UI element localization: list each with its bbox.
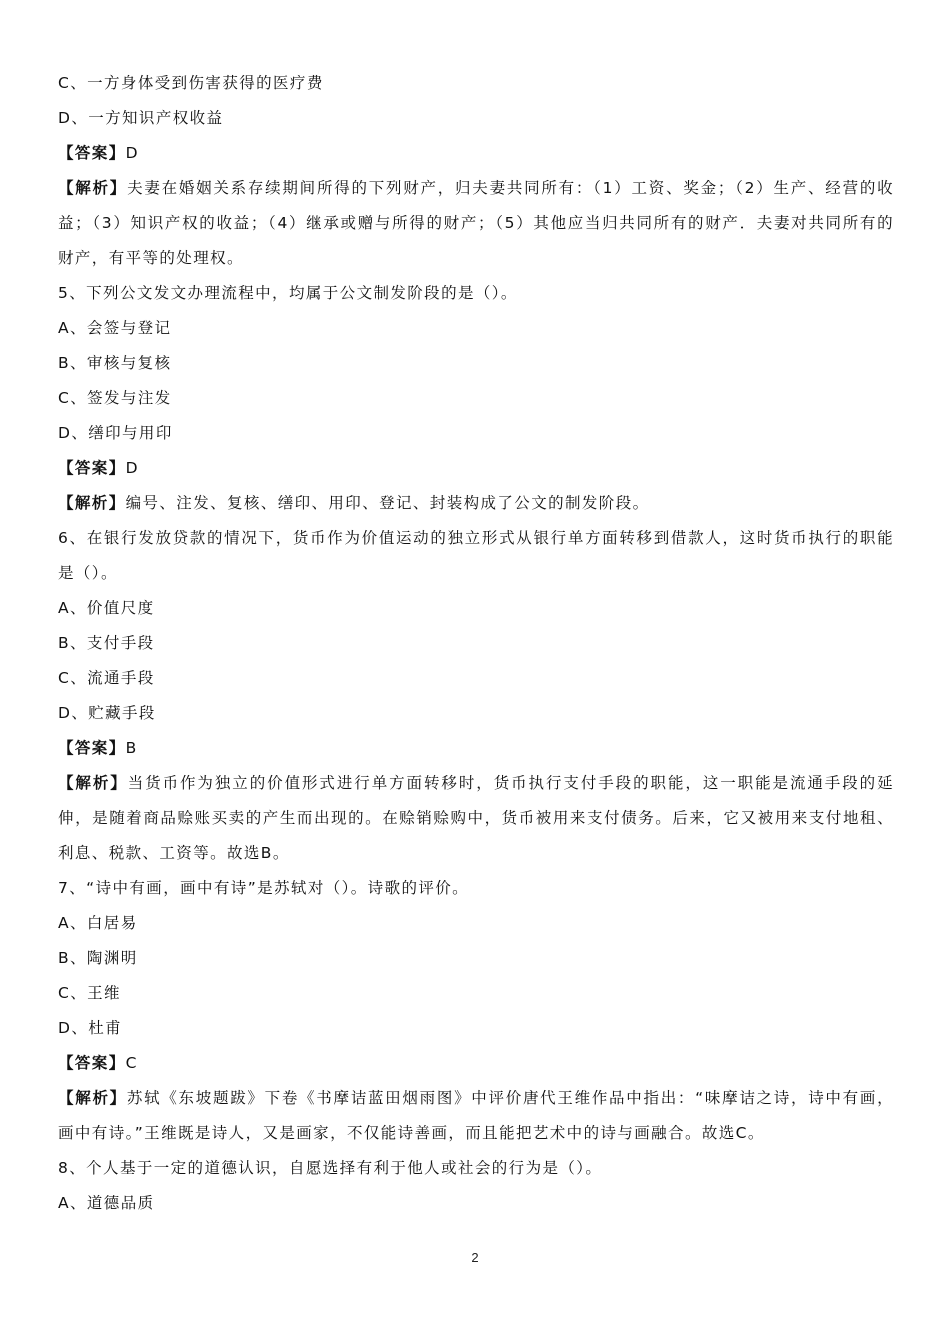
explanation-text: 苏轼《东坡题跋》下卷《书摩诘蓝田烟雨图》中评价唐代王维作品中指出：“味摩诘之诗，诗中有画，画中有诗。”王维既是诗人，又是画家，不仅能诗善画，而且能把艺术中的诗与画融合。故选C。: [58, 1089, 894, 1142]
question-text: 7、“诗中有画，画中有诗”是苏轼对（）。诗歌的评价。: [58, 879, 470, 897]
option-text: D、贮藏手段: [58, 704, 156, 722]
answer-value: B: [125, 739, 138, 757]
option-text: B、陶渊明: [58, 949, 138, 967]
question-text: 6、在银行发放贷款的情况下，货币作为价值运动的独立形式从银行单方面转移到借款人，这时货币执行的职能是（）。: [58, 529, 894, 582]
option-c: [58, 381, 894, 416]
question-7: [58, 871, 894, 906]
question-text: 8、个人基于一定的道德认识，自愿选择有利于他人或社会的行为是（）。: [58, 1159, 603, 1177]
option-text: D、缮印与用印: [58, 424, 173, 442]
document-body: [58, 66, 894, 1221]
explanation-text: 当货币作为独立的价值形式进行单方面转移时，货币执行支付手段的职能，这一职能是流通手段的延伸，是随着商品赊账买卖的产生而出现的。在赊销赊购中，货币被用来支付债务。后来，它又被用来支付地租、利息、税款、工资等。故选B。: [58, 774, 894, 862]
explanation-tag: 【解析】: [58, 1089, 127, 1107]
option-a: [58, 906, 894, 941]
option-text: C、一方身体受到伤害获得的医疗费: [58, 74, 324, 92]
explanation-text: 夫妻在婚姻关系存续期间所得的下列财产，归夫妻共同所有：（1）工资、奖金；（2）生产、经营的收益；（3）知识产权的收益；（4）继承或赠与所得的财产；（5）其他应当归共同所有的财产．夫妻对共同所有的财产，有平等的处理权。: [58, 179, 894, 267]
answer-line: [58, 136, 894, 171]
question-text: 5、下列公文发文办理流程中，均属于公文制发阶段的是（）。: [58, 284, 518, 302]
answer-tag: 【答案】: [58, 1054, 126, 1072]
option-text: D、杜甫: [58, 1019, 123, 1037]
option-text: C、流通手段: [58, 669, 155, 687]
explanation-tag: 【解析】: [58, 494, 126, 512]
option-d: [58, 696, 894, 731]
explanation-tag: 【解析】: [58, 179, 128, 197]
explanation-line: [58, 1081, 894, 1151]
option-text: A、价值尺度: [58, 599, 155, 617]
option-a: [58, 1186, 894, 1221]
option-text: C、王维: [58, 984, 121, 1002]
explanation-tag: 【解析】: [58, 774, 128, 792]
answer-value: D: [125, 459, 139, 477]
answer-tag: 【答案】: [58, 739, 126, 757]
option-c: [58, 66, 894, 101]
question-8: [58, 1151, 894, 1186]
option-d: [58, 101, 894, 136]
option-c: [58, 661, 894, 696]
option-text: C、签发与注发: [58, 389, 172, 407]
page-number: 2: [471, 1250, 479, 1265]
explanation-line: [58, 766, 894, 871]
explanation-line: [58, 171, 894, 276]
answer-line: [58, 731, 894, 766]
answer-line: [58, 451, 894, 486]
question-6: [58, 521, 894, 591]
explanation-line: [58, 486, 894, 521]
question-5: [58, 276, 894, 311]
option-d: [58, 416, 894, 451]
answer-line: [58, 1046, 894, 1081]
answer-value: C: [125, 1054, 138, 1072]
option-b: [58, 626, 894, 661]
answer-value: D: [125, 144, 139, 162]
option-c: [58, 976, 894, 1011]
explanation-text: 编号、注发、复核、缮印、用印、登记、封装构成了公文的制发阶段。: [125, 494, 650, 512]
option-text: A、道德品质: [58, 1194, 155, 1212]
option-text: A、白居易: [58, 914, 138, 932]
option-text: D、一方知识产权收益: [58, 109, 224, 127]
option-b: [58, 346, 894, 381]
option-text: B、支付手段: [58, 634, 155, 652]
option-d: [58, 1011, 894, 1046]
option-a: [58, 311, 894, 346]
answer-tag: 【答案】: [58, 459, 126, 477]
option-a: [58, 591, 894, 626]
answer-tag: 【答案】: [58, 144, 126, 162]
option-b: [58, 941, 894, 976]
option-text: B、审核与复核: [58, 354, 172, 372]
option-text: A、会签与登记: [58, 319, 172, 337]
